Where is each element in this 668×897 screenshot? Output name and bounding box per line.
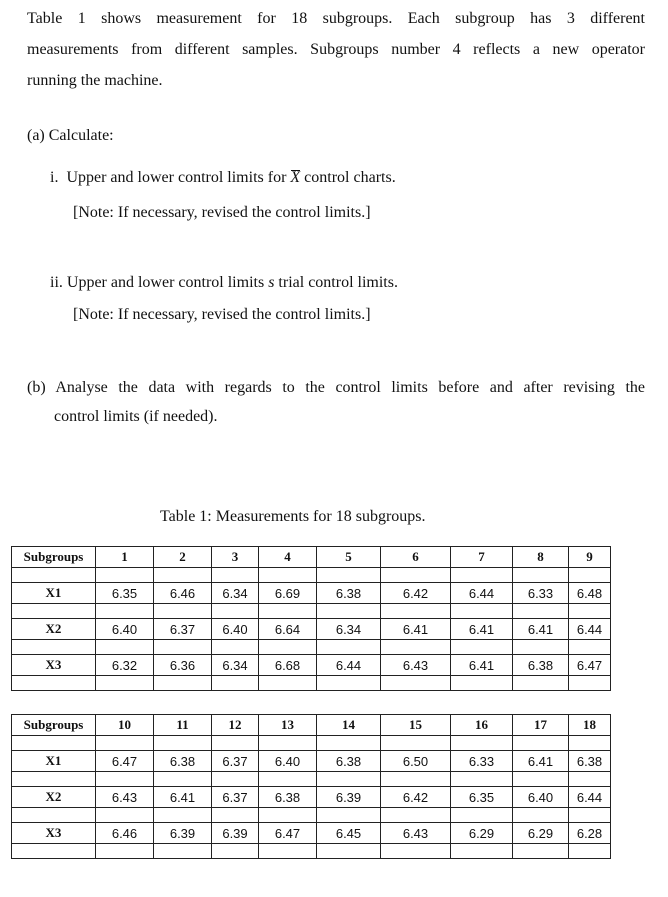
- value-cell: 6.33: [513, 583, 569, 604]
- part-b-paragraph: [27, 372, 645, 403]
- row-label-cell: X2: [12, 787, 96, 808]
- row-label-cell: X2: [12, 619, 96, 640]
- s-symbol: s: [268, 274, 275, 291]
- intro-line: running the machine.: [27, 72, 163, 89]
- subgroup-number-cell: 12: [212, 715, 259, 736]
- subgroup-number-cell: 13: [259, 715, 317, 736]
- value-cell: 6.43: [96, 787, 154, 808]
- value-cell: 6.42: [381, 583, 451, 604]
- measurements-table-block-1: [11, 546, 611, 691]
- intro-line: measurements from different samples. Subgroups number 4 reflects a new operator: [27, 41, 645, 58]
- value-cell: 6.47: [259, 823, 317, 844]
- value-cell: 6.50: [381, 751, 451, 772]
- value-cell: 6.40: [513, 787, 569, 808]
- value-cell: 6.41: [513, 619, 569, 640]
- value-cell: 6.41: [381, 619, 451, 640]
- value-cell: 6.38: [317, 751, 381, 772]
- value-cell: 6.40: [96, 619, 154, 640]
- table-header-row: [12, 715, 611, 736]
- value-cell: 6.47: [96, 751, 154, 772]
- value-cell: 6.37: [154, 619, 212, 640]
- item-ii-text: [50, 274, 398, 292]
- value-cell: 6.33: [451, 751, 513, 772]
- value-cell: 6.68: [259, 655, 317, 676]
- item-i-note: [Note: If necessary, revised the control limits.]: [73, 204, 371, 221]
- value-cell: 6.43: [381, 655, 451, 676]
- value-cell: 6.29: [513, 823, 569, 844]
- part-b-line: (b) Analyse the data with regards to the control limits before and after revising the: [27, 379, 645, 396]
- value-cell: 6.29: [451, 823, 513, 844]
- item-ii-before: ii. Upper and lower control limits: [50, 274, 269, 291]
- value-cell: 6.32: [96, 655, 154, 676]
- table-row: [12, 751, 611, 772]
- part-b-line: control limits (if needed).: [54, 408, 218, 425]
- subgroup-number-cell: 9: [569, 547, 611, 568]
- subgroup-number-cell: 18: [569, 715, 611, 736]
- measurements-table-block-2: [11, 714, 611, 859]
- row-label-cell: X1: [12, 583, 96, 604]
- subgroup-number-cell: 14: [317, 715, 381, 736]
- subgroup-number-cell: 10: [96, 715, 154, 736]
- value-cell: 6.64: [259, 619, 317, 640]
- value-cell: 6.38: [154, 751, 212, 772]
- value-cell: 6.44: [569, 619, 611, 640]
- value-cell: 6.28: [569, 823, 611, 844]
- table-header-row: [12, 547, 611, 568]
- value-cell: 6.35: [451, 787, 513, 808]
- subgroup-number-cell: 5: [317, 547, 381, 568]
- intro-paragraph: [27, 3, 645, 96]
- value-cell: 6.36: [154, 655, 212, 676]
- part-a-label: (a) Calculate:: [27, 127, 114, 144]
- value-cell: 6.46: [96, 823, 154, 844]
- value-cell: 6.69: [259, 583, 317, 604]
- table-row: [12, 583, 611, 604]
- value-cell: 6.46: [154, 583, 212, 604]
- value-cell: 6.41: [513, 751, 569, 772]
- value-cell: 6.37: [212, 787, 259, 808]
- value-cell: 6.45: [317, 823, 381, 844]
- value-cell: 6.44: [569, 787, 611, 808]
- table-row: [12, 619, 611, 640]
- subgroup-number-cell: 17: [513, 715, 569, 736]
- value-cell: 6.38: [513, 655, 569, 676]
- value-cell: 6.39: [212, 823, 259, 844]
- table-row: [12, 823, 611, 844]
- header-label-cell: Subgroups: [12, 715, 96, 736]
- subgroup-number-cell: 4: [259, 547, 317, 568]
- value-cell: 6.39: [154, 823, 212, 844]
- subgroup-number-cell: 3: [212, 547, 259, 568]
- value-cell: 6.42: [381, 787, 451, 808]
- item-ii-note: [Note: If necessary, revised the control limits.]: [73, 306, 371, 323]
- value-cell: 6.39: [317, 787, 381, 808]
- subgroup-number-cell: 8: [513, 547, 569, 568]
- value-cell: 6.34: [212, 655, 259, 676]
- value-cell: 6.41: [451, 619, 513, 640]
- value-cell: 6.38: [569, 751, 611, 772]
- value-cell: 6.34: [212, 583, 259, 604]
- value-cell: 6.38: [317, 583, 381, 604]
- value-cell: 6.41: [451, 655, 513, 676]
- value-cell: 6.44: [451, 583, 513, 604]
- value-cell: 6.43: [381, 823, 451, 844]
- value-cell: 6.38: [259, 787, 317, 808]
- x-bar-symbol: X: [290, 169, 301, 186]
- subgroup-number-cell: 16: [451, 715, 513, 736]
- subgroup-number-cell: 1: [96, 547, 154, 568]
- table-row: [12, 655, 611, 676]
- row-label-cell: X3: [12, 823, 96, 844]
- table-title: Table 1: Measurements for 18 subgroups.: [160, 508, 426, 525]
- intro-line: Table 1 shows measurement for 18 subgroups. Each subgroup has 3 different: [27, 10, 645, 27]
- value-cell: 6.37: [212, 751, 259, 772]
- item-ii-after: trial control limits.: [274, 274, 398, 291]
- value-cell: 6.48: [569, 583, 611, 604]
- item-i-after: control charts.: [300, 169, 396, 186]
- row-label-cell: X1: [12, 751, 96, 772]
- value-cell: 6.35: [96, 583, 154, 604]
- subgroup-number-cell: 2: [154, 547, 212, 568]
- value-cell: 6.40: [259, 751, 317, 772]
- subgroup-number-cell: 11: [154, 715, 212, 736]
- value-cell: 6.34: [317, 619, 381, 640]
- item-i-before: i. Upper and lower control limits for: [50, 169, 291, 186]
- header-label-cell: Subgroups: [12, 547, 96, 568]
- value-cell: 6.47: [569, 655, 611, 676]
- subgroup-number-cell: 15: [381, 715, 451, 736]
- value-cell: 6.44: [317, 655, 381, 676]
- subgroup-number-cell: 7: [451, 547, 513, 568]
- value-cell: 6.41: [154, 787, 212, 808]
- value-cell: 6.40: [212, 619, 259, 640]
- item-i-text: [50, 169, 396, 187]
- row-label-cell: X3: [12, 655, 96, 676]
- table-row: [12, 787, 611, 808]
- subgroup-number-cell: 6: [381, 547, 451, 568]
